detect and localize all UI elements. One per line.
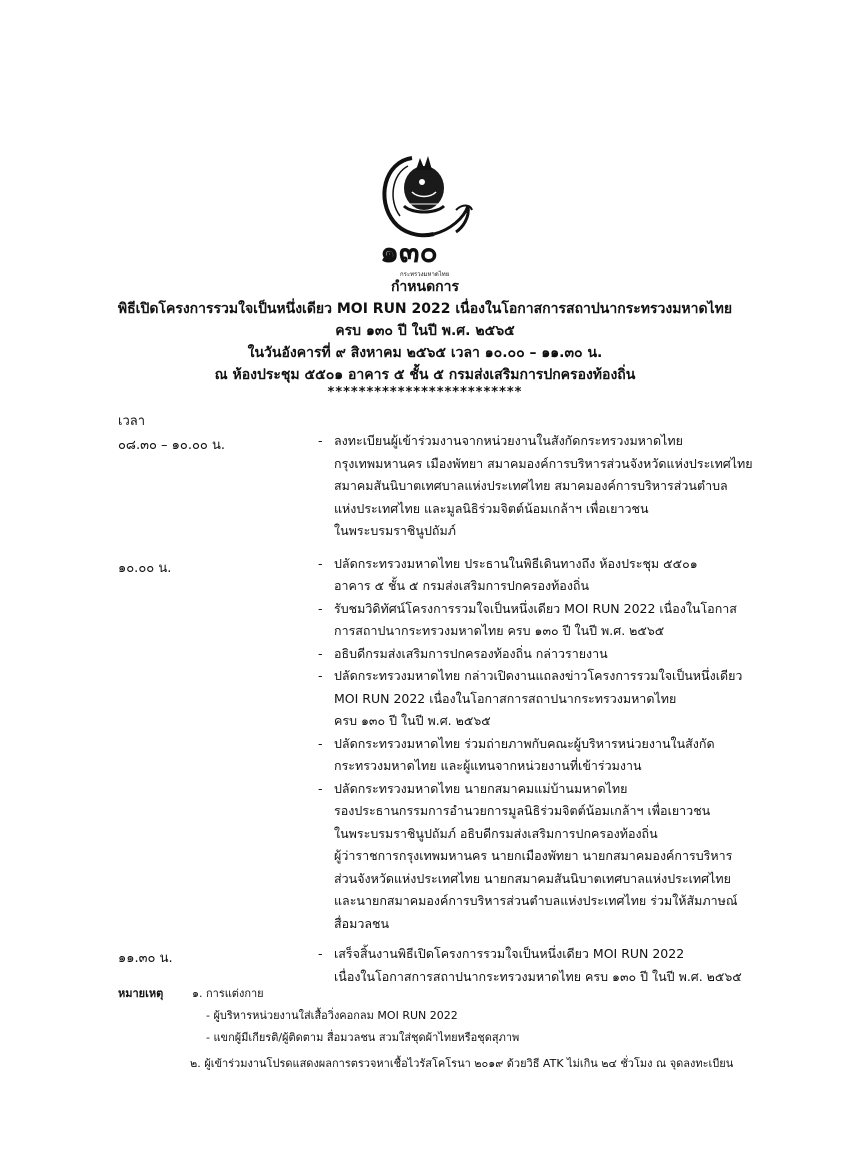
note-dress-code: ๑. การแต่งกาย (192, 987, 264, 1000)
activity-line: ผู้ว่าราชการกรุงเทพมหานคร นายกเมืองพัทยา นายกสมาคมองค์การบริหาร (334, 848, 733, 863)
schedule-row (0, 553, 850, 936)
event-date-line: ในวันอังคารที่ ๙ สิงหาคม ๒๕๖๕ เวลา ๑๐.๐๐ – ๑๑.๓๐ น. (247, 345, 603, 361)
ministry-130th-anniversary-logo (372, 148, 482, 280)
activity-line: รองประธานกรรมการอำนวยการมูลนิธิร่วมจิตต์น้อมเกล้าฯ เพื่อเยาวชน (334, 803, 711, 818)
activity-line: MOI RUN 2022 เนื่องในโอกาสการสถาปนากระทรวงมหาดไทย (334, 690, 677, 706)
document-header (60, 276, 790, 400)
event-name-line: พิธีเปิดโครงการรวมใจเป็นหนึ่งเดียว MOI RUN 2022 เนื่องในโอกาสการสถาปนากระทรวงมหาดไทย (117, 301, 733, 317)
schedule-activity (318, 598, 738, 643)
document-title: กำหนดการ (390, 279, 460, 295)
activity-line: ลงทะเบียนผู้เข้าร่วมงานจากหน่วยงานในสังกัดกระทรวงมหาดไทย (334, 433, 683, 448)
activity-line: และนายกสมาคมองค์การบริหารส่วนตำบลแห่งประเทศไทย ร่วมให้สัมภาษณ์ (334, 893, 738, 908)
header-divider: ************************* (327, 385, 523, 400)
activity-line: เนื่องในโอกาสการสถาปนากระทรวงมหาดไทย ครบ ๑๓๐ ปี ในปี พ.ศ. ๒๕๖๕ (334, 968, 742, 984)
schedule-time: ๑๐.๐๐ น. (118, 560, 172, 576)
bullet-dash: - (318, 433, 323, 448)
bullet-dash: - (318, 735, 323, 751)
bullet-dash: - (318, 946, 323, 961)
activity-line: อาคาร ๕ ชั้น ๕ กรมส่งเสริมการปกครองท้องถิ่น (334, 578, 590, 593)
schedule-activity (318, 553, 738, 598)
schedule-activity (318, 733, 738, 778)
schedule-activities (318, 430, 753, 543)
activity-line: ปลัดกระทรวงมหาดไทย ร่วมถ่ายภาพกับคณะผู้บริหารหน่วยงานในสังกัด (334, 735, 715, 751)
activity-line: อธิบดีกรมส่งเสริมการปกครองท้องถิ่น กล่าวรายงาน (334, 645, 608, 661)
bullet-dash: - (318, 668, 323, 683)
logo-numeral: ๑๓๐ (380, 235, 438, 270)
schedule-activity (318, 665, 743, 733)
note-dress-guests: - แขกผู้มีเกียรติ/ผู้ติดตาม สื่อมวลชน สวมใส่ชุดผ้าไทยหรือชุดสุภาพ (206, 1031, 520, 1044)
schedule-activities (318, 553, 743, 936)
activity-line: ปลัดกระทรวงมหาดไทย นายกสมาคมแม่บ้านมหาดไทย (334, 780, 628, 796)
activity-line: ปลัดกระทรวงมหาดไทย กล่าวเปิดงานแถลงข่าวโครงการรวมใจเป็นหนึ่งเดียว (334, 668, 743, 683)
schedule-time: ๑๑.๓๐ น. (118, 951, 173, 966)
activity-line: กระทรวงมหาดไทย และผู้แทนจากหน่วยงานที่เข้าร่วมงาน (334, 758, 642, 773)
activity-line: ปลัดกระทรวงมหาดไทย ประธานในพิธีเดินทางถึง ห้องประชุม ๕๕๐๑ (334, 555, 698, 571)
schedule-activity (318, 643, 738, 666)
activity-line: ในพระบรมราชินูปถัมภ์ อธิบดีกรมส่งเสริมการปกครองท้องถิ่น (334, 825, 658, 841)
activity-line: รับชมวิดิทัศน์โครงการรวมใจเป็นหนึ่งเดียว MOI RUN 2022 เนื่องในโอกาส (334, 600, 737, 616)
event-venue-line: ณ ห้องประชุม ๕๕๐๑ อาคาร ๕ ชั้น ๕ กรมส่งเสริมการปกครองท้องถิ่น (214, 367, 636, 383)
activity-line: เสร็จสิ้นงานพิธีเปิดโครงการรวมใจเป็นหนึ่งเดียว MOI RUN 2022 (334, 946, 685, 961)
bullet-dash: - (318, 555, 323, 571)
schedule-time-heading: เวลา (118, 414, 146, 429)
bullet-dash: - (318, 780, 323, 796)
schedule (0, 430, 850, 988)
activity-line: สมาคมสันนิบาตเทศบาลแห่งประเทศไทย สมาคมองค์การบริหารส่วนตำบล (334, 478, 728, 493)
note-atk-test: ๒. ผู้เข้าร่วมงานโปรดแสดงผลการตรวจหาเชื้อไวรัสโคโรนา ๒๐๑๙ ด้วยวิธี ATK ไม่เกิน ๒๔ ชั่วโมง ณ จุดลงทะเบียน (190, 1057, 734, 1070)
bullet-dash: - (318, 600, 323, 616)
emblem-icon (372, 148, 482, 280)
schedule-activity (318, 430, 753, 543)
activity-line: แห่งประเทศไทย และมูลนิธิร่วมจิตต์น้อมเกล้าฯ เพื่อเยาวชน (334, 500, 649, 516)
schedule-activity (318, 943, 742, 988)
schedule-activities (318, 943, 742, 988)
logo-caption: กระทรวงมหาดไทย (400, 271, 450, 278)
activity-line: สื่อมวลชน (334, 915, 390, 931)
activity-line: การสถาปนากระทรวงมหาดไทย ครบ ๑๓๐ ปี ในปี พ.ศ. ๒๕๖๕ (334, 623, 665, 638)
activity-line: กรุงเทพมหานคร เมืองพัทยา สมาคมองค์การบริหารส่วนจังหวัดแห่งประเทศไทย (334, 455, 753, 471)
schedule-row (0, 430, 850, 543)
activity-line: ครบ ๑๓๐ ปี ในปี พ.ศ. ๒๕๖๕ (334, 713, 491, 728)
note-dress-executives: - ผู้บริหารหน่วยงานใส่เสื้อวิ่งคอกลม MOI RUN 2022 (206, 1009, 458, 1022)
activity-line: ส่วนจังหวัดแห่งประเทศไทย นายกสมาคมสันนิบาตเทศบาลแห่งประเทศไทย (334, 870, 731, 886)
bullet-dash: - (318, 645, 323, 661)
event-anniversary-line: ครบ ๑๓๐ ปี ในปี พ.ศ. ๒๕๖๕ (335, 323, 515, 339)
schedule-activity (318, 778, 738, 936)
schedule-time: ๐๘.๓๐ – ๑๐.๐๐ น. (118, 438, 226, 453)
schedule-row (0, 943, 850, 988)
activity-line: ในพระบรมราชินูปถัมภ์ (334, 523, 456, 538)
notes-label: หมายเหตุ (118, 987, 164, 1000)
